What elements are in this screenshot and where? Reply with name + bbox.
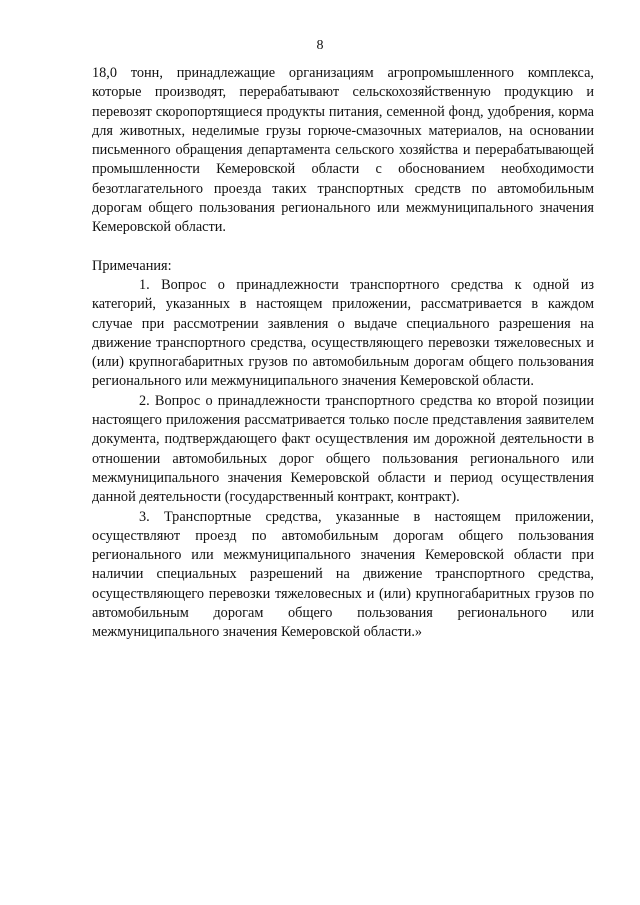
page-number: 8 — [316, 38, 324, 53]
document-body — [92, 64, 594, 643]
note-2-paragraph: 2. Вопрос о принадлежности транспортного средства ко второй позиции настоящего приложения рассматривается только после представления заявителем документа, подтверждающего факт осуществления им дорожной деятельности в отношении автомобильных дорог общего пользования регионального или межмуниципального значения Кемеровской области и период осуществления данной деятельности (государственный контракт, контракт). — [92, 392, 594, 506]
note-3-paragraph: 3. Транспортные средства, указанные в настоящем приложении, осуществляют проезд по автомобильным дорогам общего пользования регионального или межмуниципального значения Кемеровской области при наличии специальных разрешений на движение транспортного средства, осуществляющего перевозки тяжеловесных и (или) крупногабаритных грузов по автомобильным дорогам общего пользования регионального или межмуниципального значения Кемеровской области.» — [92, 508, 594, 641]
notes-heading: Примечания: — [92, 257, 172, 274]
note-1-paragraph: 1. Вопрос о принадлежности транспортного средства к одной из категорий, указанных в настоящем приложении, рассматривается в каждом случае при рассмотрении заявления о выдаче специального разрешения на движение транспортного средства, осуществляющего перевозки тяжеловесных и (или) крупногабаритных грузов по автомобильным дорогам общего пользования регионального или межмуниципального значения Кемеровской области. — [92, 276, 594, 390]
intro-paragraph: 18,0 тонн, принадлежащие организациям агропромышленного комплекса, которые производят, перерабатывают сельскохозяйственную продукцию и перевозят скоропортящиеся продукты питания, семенной фонд, удобрения, корма для животных, неделимые грузы горюче-смазочных материалов, на основании письменного обращения департамента сельского хозяйства и перерабатывающей промышленности Кемеровской области с обоснованием необходимости безотлагательного проезда таких транспортных средств по автомобильным дорогам общего пользования регионального или межмуниципального значения Кемеровской области. — [92, 65, 594, 236]
